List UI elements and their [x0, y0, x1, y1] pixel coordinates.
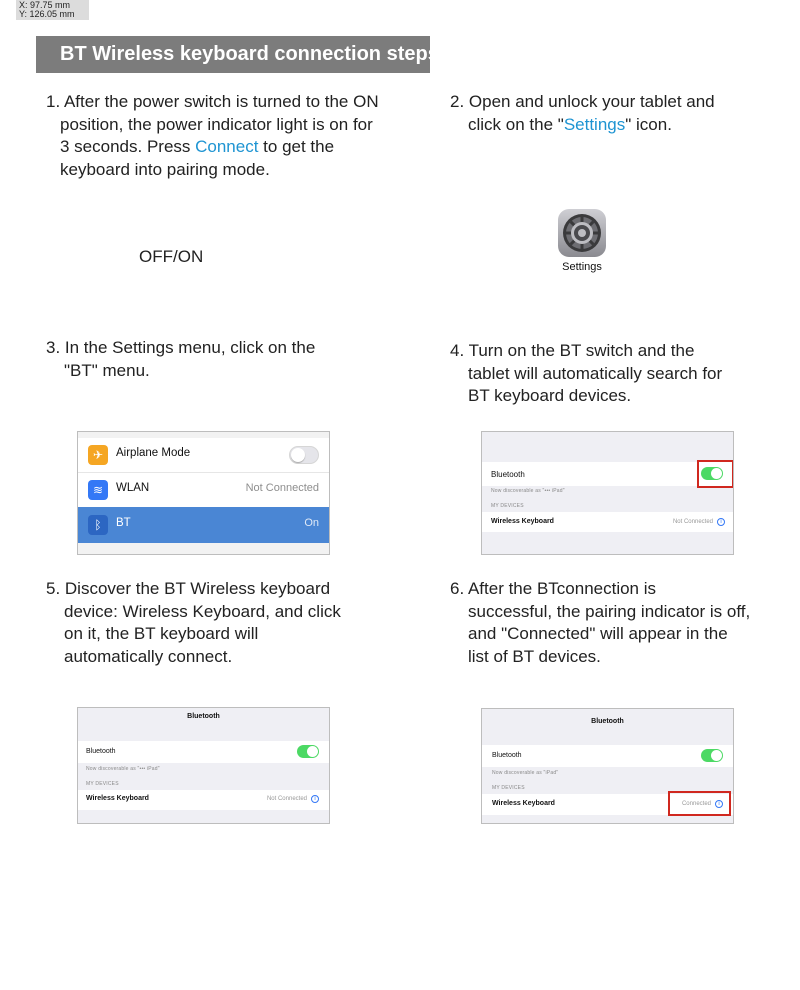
step-6-line-2: successful, the pairing indicator is off,	[468, 601, 751, 621]
step-6	[450, 578, 750, 668]
airplane-mode-label: Airplane Mode	[116, 447, 191, 459]
device-row[interactable]	[482, 512, 733, 532]
step-4-line-3: BT keyboard devices.	[468, 386, 632, 405]
step-1-text-end: to get the	[258, 137, 335, 156]
step-6-line-1: 6. After the BTconnection is	[450, 579, 657, 598]
step-1-line-2: position, the power indicator light is on for	[60, 114, 373, 134]
bluetooth-row	[482, 462, 733, 486]
bluetooth-label: Bluetooth	[86, 748, 116, 755]
bluetooth-toggle[interactable]	[297, 745, 319, 758]
settings-gear-icon[interactable]	[557, 208, 607, 258]
device-row[interactable]	[78, 790, 329, 810]
device-status: Not Connected	[266, 796, 307, 802]
step-2	[450, 91, 715, 136]
step-2-text: click on the "	[468, 114, 564, 134]
wlan-label: WLAN	[116, 482, 150, 494]
info-icon[interactable]: i	[717, 518, 725, 526]
step-1-line-3	[46, 136, 379, 159]
bluetooth-icon: ᛒ	[88, 515, 108, 535]
step-1-line-1: 1. After the power switch is turned to the ON	[46, 92, 379, 111]
step-2-line-2	[450, 114, 715, 137]
step-6-line-4: list of BT devices.	[468, 646, 601, 666]
bt-row[interactable]	[78, 507, 329, 543]
highlight-box	[668, 791, 731, 816]
highlight-box	[697, 460, 734, 488]
bluetooth-row	[482, 745, 733, 767]
airplane-icon: ✈	[88, 445, 108, 465]
device-name: Wireless Keyboard	[491, 518, 554, 525]
device-name: Wireless Keyboard	[492, 800, 555, 807]
connect-key-label: Connect	[195, 137, 259, 156]
bt-label: BT	[116, 517, 131, 529]
step-5-line-1: 5. Discover the BT Wireless keyboard	[46, 579, 331, 598]
device-status: Connected	[681, 801, 711, 807]
my-devices-header: MY DEVICES	[491, 503, 524, 509]
bluetooth-header: Bluetooth	[591, 718, 624, 725]
step-6-line-3: and "Connected" will appear in the	[468, 624, 728, 643]
step-4-line-2: tablet will automatically search for	[468, 363, 723, 383]
airplane-toggle[interactable]	[289, 446, 319, 464]
step-5	[46, 578, 341, 668]
step-1-line-4: keyboard into pairing mode.	[60, 159, 270, 179]
off-on-label: OFF/ON	[139, 247, 204, 266]
bluetooth-toggle[interactable]	[701, 749, 723, 762]
coord-y: Y: 126.05 mm	[19, 9, 75, 19]
airplane-mode-row[interactable]	[78, 438, 329, 472]
bluetooth-header: Bluetooth	[187, 713, 220, 720]
coordinate-readout	[16, 0, 89, 20]
info-icon[interactable]: i	[311, 795, 319, 803]
step-5-line-4: automatically connect.	[64, 646, 233, 666]
discoverable-text: Now discoverable as "••• iPad"	[491, 488, 565, 494]
step-4-line-1: 4. Turn on the BT switch and the	[450, 341, 695, 360]
step-3-line-2: "BT" menu.	[64, 360, 150, 380]
wlan-row[interactable]	[78, 472, 329, 507]
discover-keyboard-screenshot	[77, 707, 330, 824]
coord-x: X: 97.75 mm	[19, 0, 71, 10]
step-1	[46, 91, 379, 181]
wifi-icon: ≋	[88, 480, 108, 500]
step-3	[46, 337, 315, 382]
step-1-text: 3 seconds. Press	[60, 137, 196, 156]
my-devices-header: MY DEVICES	[492, 785, 525, 791]
device-status: Not Connected	[672, 519, 713, 525]
my-devices-header: MY DEVICES	[86, 781, 119, 787]
discoverable-text: Now discoverable as "••• iPad"	[86, 766, 160, 772]
step-5-line-2: device: Wireless Keyboard, and click	[64, 601, 341, 621]
bt-status: On	[304, 517, 319, 529]
settings-link-label: Settings	[563, 114, 626, 134]
connected-screenshot	[481, 708, 734, 824]
bluetooth-row	[78, 741, 329, 763]
step-4	[450, 340, 722, 408]
wlan-status: Not Connected	[245, 482, 319, 494]
step-2-line-1: 2. Open and unlock your tablet and	[450, 92, 715, 111]
step-2-text-end: " icon.	[625, 114, 672, 134]
discoverable-text: Now discoverable as "iPad"	[492, 770, 559, 776]
bluetooth-switch-screenshot	[481, 431, 734, 555]
settings-icon-label: Settings	[562, 261, 602, 273]
settings-menu-screenshot	[77, 431, 330, 555]
page-title: BT Wireless keyboard connection steps	[36, 36, 430, 73]
step-3-line-1: 3. In the Settings menu, click on the	[46, 338, 316, 357]
bluetooth-label: Bluetooth	[492, 752, 522, 759]
info-icon[interactable]: i	[715, 800, 723, 808]
device-name: Wireless Keyboard	[86, 795, 149, 802]
bluetooth-label: Bluetooth	[491, 470, 525, 479]
step-5-line-3: on it, the BT keyboard will	[64, 624, 259, 643]
